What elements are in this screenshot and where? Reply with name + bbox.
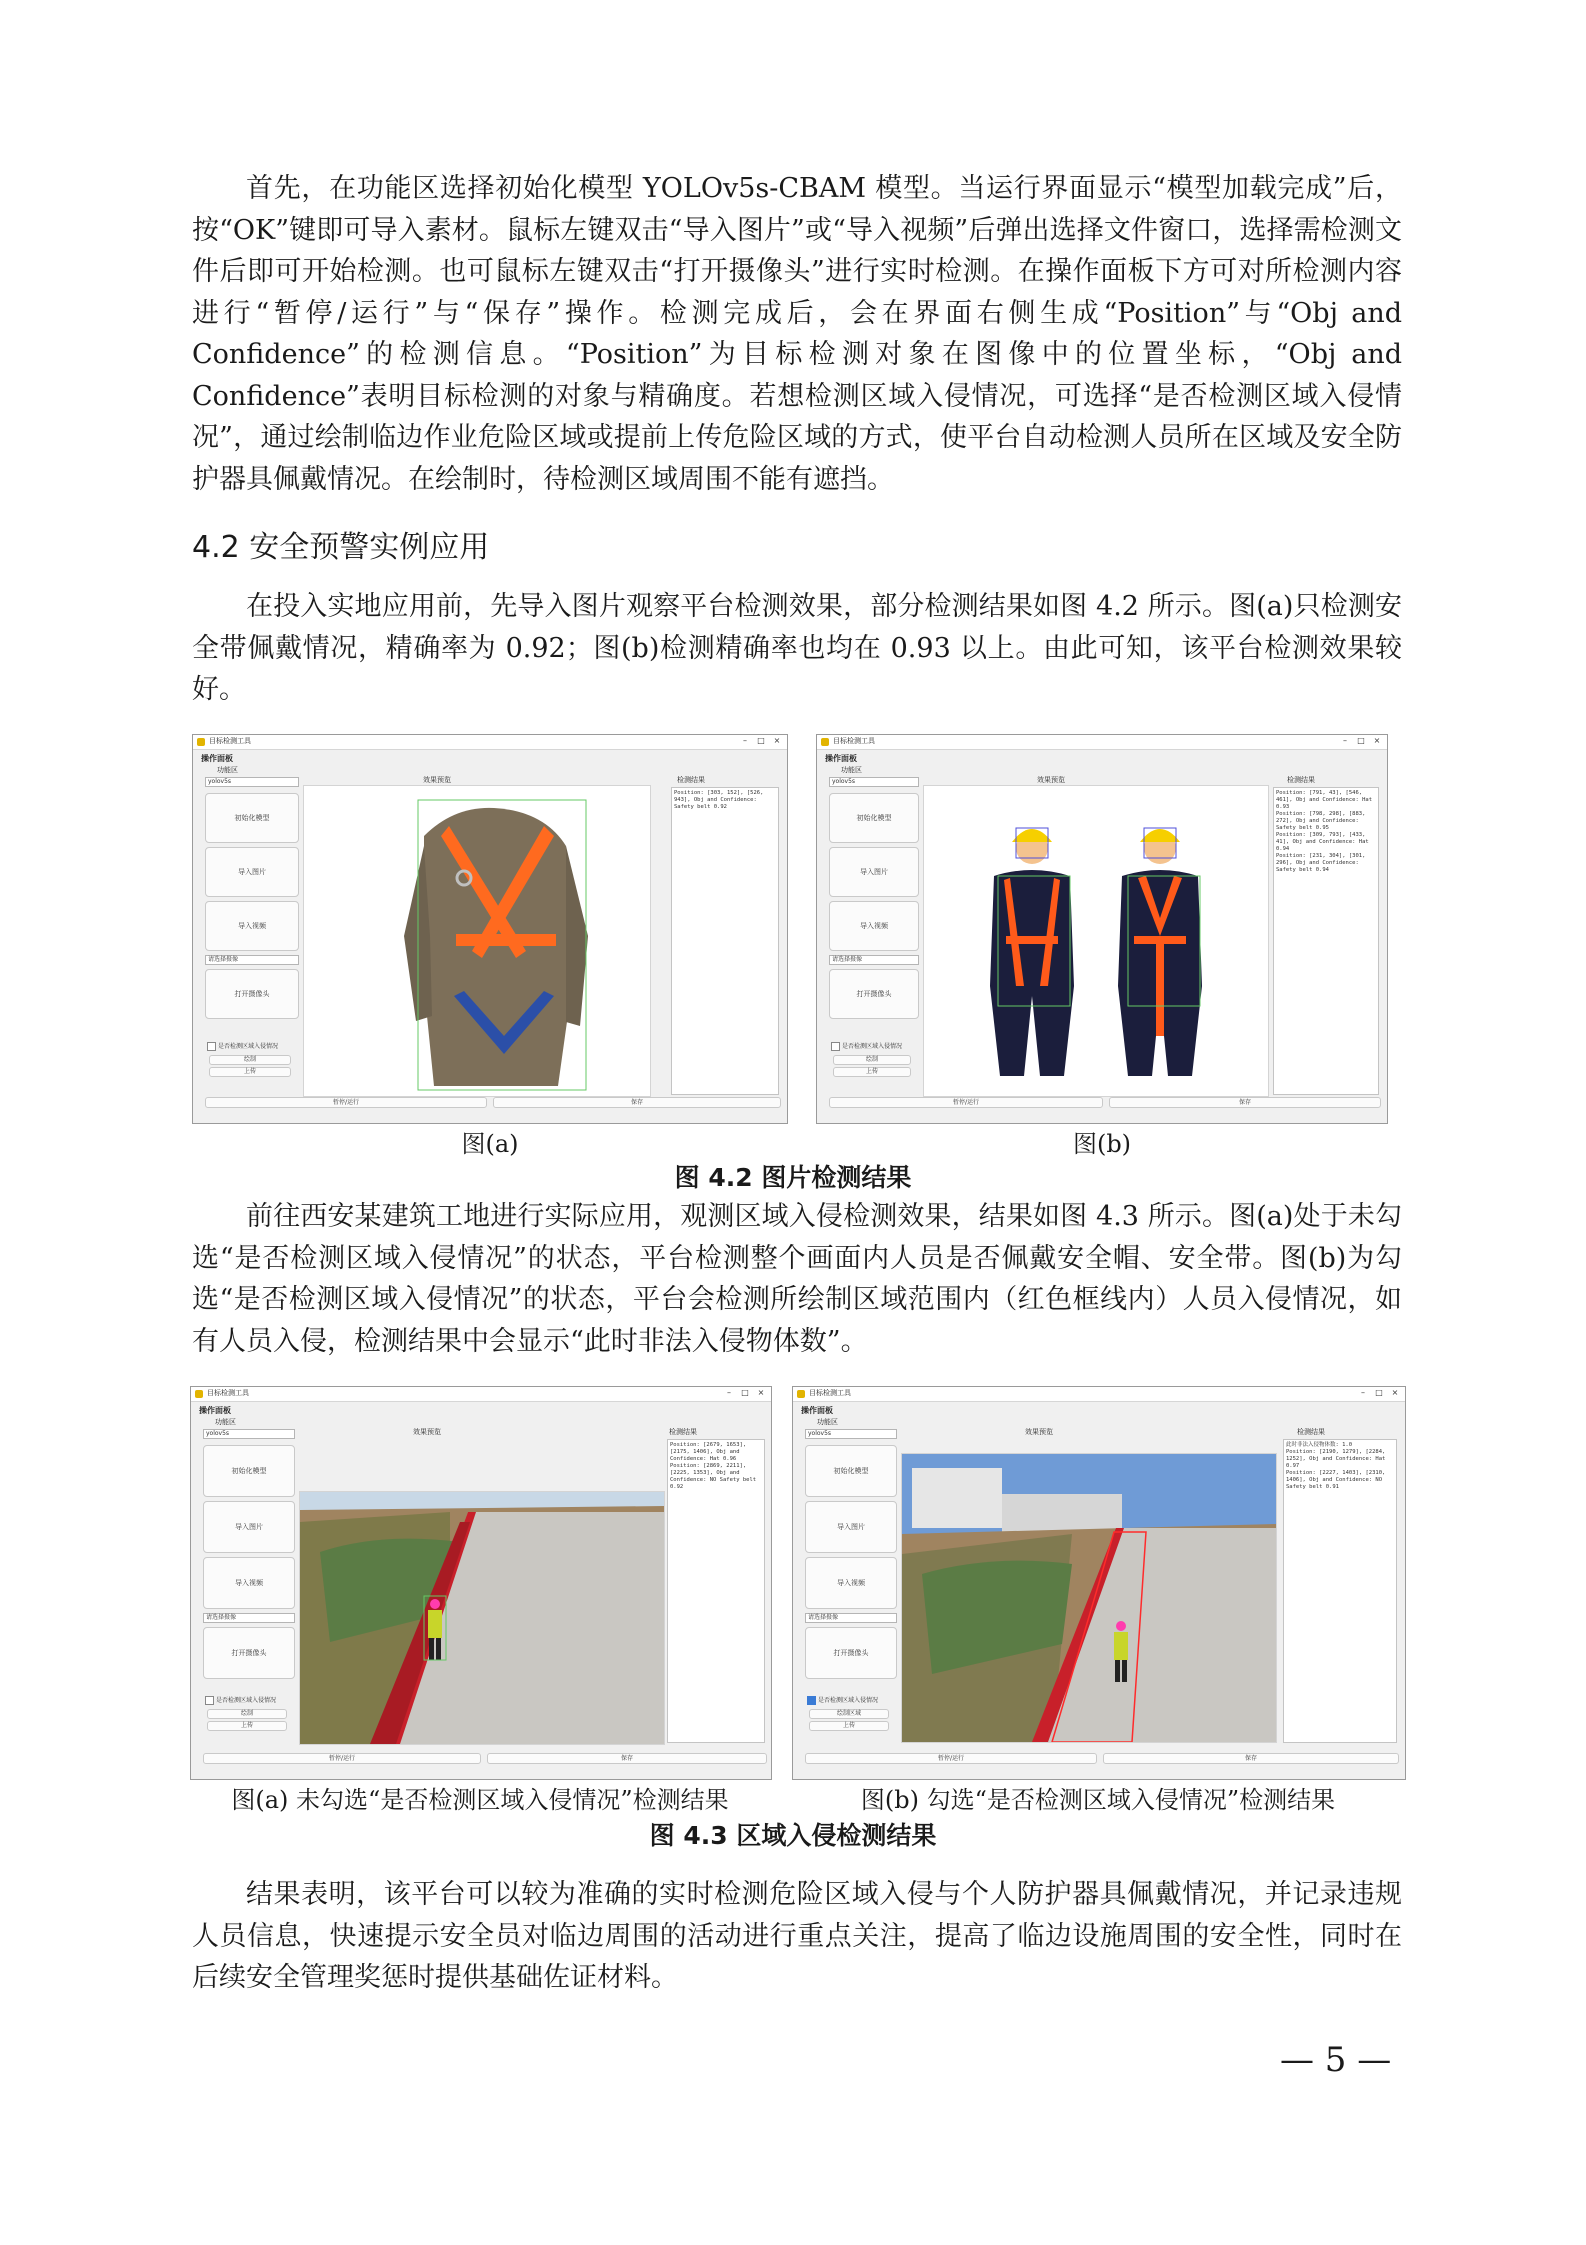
close-button[interactable]: ×: [773, 736, 781, 745]
window-titlebar: [191, 1387, 771, 1402]
figure-title: 图 4.3 区域入侵检测结果: [649, 1821, 937, 1850]
import-image-button[interactable]: 导入图片: [829, 847, 919, 897]
open-camera-button[interactable]: 打开摄像头: [203, 1627, 295, 1679]
upload-button[interactable]: 上传: [207, 1721, 287, 1731]
result-title: 检测结果: [669, 1428, 697, 1436]
function-area-title: 功能区: [817, 1418, 838, 1426]
save-button[interactable]: 保存: [1103, 1753, 1399, 1764]
import-video-button[interactable]: 导入视频: [203, 1557, 295, 1609]
minimize-button[interactable]: –: [727, 1388, 731, 1397]
model-select[interactable]: yolov5s: [205, 777, 299, 787]
app-window-fig43a: [190, 1386, 772, 1780]
figure-caption-b: 图(b): [1072, 1130, 1132, 1158]
app-icon: [797, 1390, 805, 1398]
figure-caption-a: 图(a) 未勾选“是否检测区域入侵情况”检测结果: [231, 1786, 729, 1814]
save-button[interactable]: 保存: [487, 1753, 767, 1764]
camera-select[interactable]: 请选择摄像: [805, 1613, 897, 1623]
section-heading: 4.2 安全预警实例应用: [192, 530, 490, 565]
figure-caption-b: 图(b) 勾选“是否检测区域入侵情况”检测结果: [860, 1786, 1336, 1814]
upload-button[interactable]: 上传: [209, 1067, 291, 1077]
pause-run-button[interactable]: 暂停/运行: [205, 1097, 487, 1108]
result-box: Position: [2679, 1653], [2175, 1406], Obj and Confidence: Hat 0.96 Position: [2869, 2211], [2225, 1353], Obj and Confidence: NO Safety belt 0.92: [667, 1439, 765, 1743]
paragraph-text: 在投入实地应用前，先导入图片观察平台检测效果，部分检测结果如图 4.2 所示。图(a)只检测安全带佩戴情况，精确率为 0.92；图(b)检测精确率也均在 0.93 以上。由此可知，该平台检测效果较好。: [192, 591, 1402, 705]
minimize-button[interactable]: –: [1361, 1388, 1365, 1397]
intrusion-checkbox[interactable]: [831, 1041, 902, 1051]
preview-area: [303, 785, 651, 1097]
intrusion-checkbox[interactable]: [207, 1041, 278, 1051]
import-video-button[interactable]: 导入视频: [205, 901, 299, 951]
import-image-button[interactable]: 导入图片: [805, 1501, 897, 1553]
close-button[interactable]: ×: [757, 1388, 765, 1397]
harness-back-photo: [304, 786, 650, 1096]
upload-button[interactable]: 上传: [809, 1721, 889, 1731]
checkbox-label: 是否检测区域入侵情况: [218, 1043, 279, 1050]
app-window-fig43b: [792, 1386, 1406, 1780]
checkbox-label: 是否检测区域入侵情况: [842, 1043, 903, 1050]
preview-area: [923, 785, 1269, 1097]
checkbox-box[interactable]: [205, 1696, 214, 1705]
page-number: — 5 —: [1280, 2040, 1392, 2080]
maximize-button[interactable]: □: [1357, 736, 1365, 745]
close-button[interactable]: ×: [1391, 1388, 1399, 1397]
init-model-button[interactable]: 初始化模型: [205, 793, 299, 843]
result-title: 检测结果: [1287, 776, 1315, 784]
app-icon: [195, 1390, 203, 1398]
checkbox-label: 是否检测区域入侵情况: [818, 1697, 879, 1704]
import-video-button[interactable]: 导入视频: [829, 901, 919, 951]
figure-title: 图 4.2 图片检测结果: [674, 1163, 912, 1192]
result-title: 检测结果: [1297, 1428, 1325, 1436]
open-camera-button[interactable]: 打开摄像头: [205, 969, 299, 1019]
paragraph-text: 前往西安某建筑工地进行实际应用，观测区域入侵检测效果，结果如图 4.3 所示。图(a)处于未勾选“是否检测区域入侵情况”的状态，平台检测整个画面内人员是否佩戴安全帽、安全带。图(b)为勾选“是否检测区域入侵情况”的状态，平台会检测所绘制区域范围内（红色框线内）人员入侵情况，如有人员入侵，检测结果中会显示“此时非法入侵物体数”。: [192, 1201, 1402, 1357]
model-select[interactable]: yolov5s: [829, 777, 919, 787]
init-model-button[interactable]: 初始化模型: [805, 1445, 897, 1497]
panel-title: 操作面板: [825, 754, 857, 763]
figure-caption-a: 图(a): [461, 1130, 519, 1158]
checkbox-box-checked[interactable]: [807, 1696, 816, 1705]
function-area-title: 功能区: [217, 766, 238, 774]
camera-select[interactable]: 请选择摄像: [203, 1613, 295, 1623]
close-button[interactable]: ×: [1373, 736, 1381, 745]
intrusion-checkbox[interactable]: [807, 1695, 878, 1705]
save-button[interactable]: 保存: [493, 1097, 781, 1108]
result-box: Position: [791, 43], [546, 461], Obj and Confidence: Hat 0.93 Position: [798, 298], [883, 272], Obj and Confidence: Safety belt 0.95 Position: [309, 793], [433, 41], Obj and Confidence: Hat 0.94 Position: [231, 304], [301, 296], Obj and Confidence: Safety belt 0.94: [1273, 787, 1379, 1095]
draw-button[interactable]: 绘制: [833, 1055, 911, 1065]
import-image-button[interactable]: 导入图片: [203, 1501, 295, 1553]
draw-button[interactable]: 绘制: [209, 1055, 291, 1065]
function-area-title: 功能区: [215, 1418, 236, 1426]
maximize-button[interactable]: □: [1375, 1388, 1383, 1397]
construction-site-photo: [902, 1454, 1276, 1742]
app-window-fig42b: [816, 734, 1388, 1124]
camera-select[interactable]: 请选择摄像: [205, 955, 299, 965]
panel-title: 操作面板: [201, 754, 233, 763]
pause-run-button[interactable]: 暂停/运行: [829, 1097, 1103, 1108]
import-video-button[interactable]: 导入视频: [805, 1557, 897, 1609]
window-title: 目标检测工具: [207, 1389, 249, 1397]
init-model-button[interactable]: 初始化模型: [829, 793, 919, 843]
import-image-button[interactable]: 导入图片: [205, 847, 299, 897]
window-titlebar: [793, 1387, 1405, 1402]
paragraph-intro: [192, 168, 1402, 500]
result-box: 此时非法入侵物体数: 1.0 Position: [2190, 1279], [2284, 1252], Obj and Confidence: Hat 0.97 Position: [2227, 1403], [2310, 1406], Obj and Confidence: NO Safety belt 0.91: [1283, 1439, 1397, 1743]
preview-title: 效果预览: [1037, 776, 1065, 784]
panel-title: 操作面板: [199, 1406, 231, 1415]
window-titlebar: [193, 735, 787, 750]
harness-front-back-photo: [924, 786, 1268, 1096]
preview-title: 效果预览: [413, 1428, 441, 1436]
intrusion-checkbox[interactable]: [205, 1695, 276, 1705]
result-box: Position: [303, 152], [526, 943], Obj and Confidence: Safety belt 0.92: [671, 787, 779, 1095]
app-icon: [821, 738, 829, 746]
upload-button[interactable]: 上传: [833, 1067, 911, 1077]
init-model-button[interactable]: 初始化模型: [203, 1445, 295, 1497]
window-title: 目标检测工具: [809, 1389, 851, 1397]
pause-run-button[interactable]: 暂停/运行: [203, 1753, 481, 1764]
paragraph-text: 首先，在功能区选择初始化模型 YOLOv5s-CBAM 模型。当运行界面显示“模型加载完成”后，按“OK”键即可导入素材。鼠标左键双击“导入图片”或“导入视频”后弹出选择文件窗口，选择需检测文件后即可开始检测。也可鼠标左键双击“打开摄像头”进行实时检测。在操作面板下方可对所检测内容进行“暂停/运行”与“保存”操作。检测完成后，会在界面右侧生成“Position”与“Obj and Confidence”的检测信息。“Position”为目标检测对象在图像中的位置坐标，“Obj and Confidence”表明目标检测的对象与精确度。若想检测区域入侵情况，可选择“是否检测区域入侵情况”，通过绘制临边作业危险区域或提前上传危险区域的方式，使平台自动检测人员所在区域及安全防护器具佩戴情况。在绘制时，待检测区域周围不能有遮挡。: [192, 173, 1402, 495]
save-button[interactable]: 保存: [1109, 1097, 1381, 1108]
camera-select[interactable]: 请选择摄像: [829, 955, 919, 965]
maximize-button[interactable]: □: [741, 1388, 749, 1397]
paragraph-text: 结果表明，该平台可以较为准确的实时检测危险区域入侵与个人防护器具佩戴情况，并记录违规人员信息，快速提示安全员对临边周围的活动进行重点关注，提高了临边设施周围的安全性，同时在后续安全管理奖惩时提供基础佐证材料。: [192, 1879, 1402, 1993]
checkbox-box[interactable]: [831, 1042, 840, 1051]
window-title: 目标检测工具: [209, 737, 251, 745]
model-select[interactable]: yolov5s: [203, 1429, 295, 1439]
result-title: 检测结果: [677, 776, 705, 784]
app-window-fig42a: [192, 734, 788, 1124]
function-area-title: 功能区: [841, 766, 862, 774]
preview-title: 效果预览: [1025, 1428, 1053, 1436]
window-title: 目标检测工具: [833, 737, 875, 745]
window-titlebar: [817, 735, 1387, 750]
checkbox-box[interactable]: [207, 1042, 216, 1051]
preview-area: [299, 1491, 665, 1745]
paragraph-conclusion: [192, 1874, 1402, 1999]
app-icon: [197, 738, 205, 746]
paragraph-fig43-intro: [192, 1196, 1402, 1362]
panel-title: 操作面板: [801, 1406, 833, 1415]
checkbox-label: 是否检测区域入侵情况: [216, 1697, 277, 1704]
preview-title: 效果预览: [423, 776, 451, 784]
open-camera-button[interactable]: 打开摄像头: [805, 1627, 897, 1679]
preview-area: [901, 1453, 1277, 1743]
paragraph-fig42-intro: [192, 586, 1402, 711]
pause-run-button[interactable]: 暂停/运行: [805, 1753, 1097, 1764]
draw-area-button[interactable]: 绘制区域: [809, 1709, 889, 1719]
maximize-button[interactable]: □: [757, 736, 765, 745]
minimize-button[interactable]: –: [1343, 736, 1347, 745]
construction-site-photo: [300, 1492, 664, 1744]
model-select[interactable]: yolov5s: [805, 1429, 897, 1439]
draw-button[interactable]: 绘制: [207, 1709, 287, 1719]
minimize-button[interactable]: –: [743, 736, 747, 745]
open-camera-button[interactable]: 打开摄像头: [829, 969, 919, 1019]
